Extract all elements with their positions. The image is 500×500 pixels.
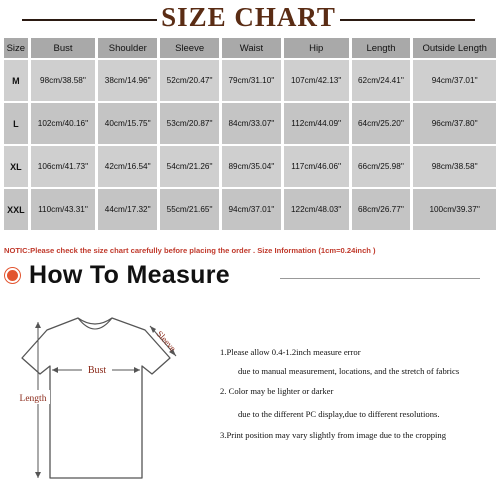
table-cell-size: L [4,103,28,144]
instruction-item: 1.Please allow 0.4-1.2inch measure error [220,347,361,357]
table-cell: 102cm/40.16'' [31,103,96,144]
column-header-outside-length: Outside Length [413,38,496,58]
column-header-waist: Waist [222,38,281,58]
notice-text: NOTIC:Please check the size chart carefully before placing the order . Size Information (1cm=0.24inch ) [4,246,376,255]
table-header-row [4,38,496,58]
table-cell: 98cm/38.58'' [413,146,496,187]
table-row [4,103,496,144]
table-cell: 66cm/25.98'' [352,146,411,187]
table-cell: 79cm/31.10'' [222,60,281,101]
header-rule [280,278,480,279]
column-header-shoulder: Shoulder [98,38,157,58]
tshirt-measure-diagram [0,300,210,500]
column-header-bust: Bust [31,38,96,58]
table-row [4,146,496,187]
table-row [4,189,496,230]
table-cell: 98cm/38.58'' [31,60,96,101]
table-cell-size: XL [4,146,28,187]
table-cell: 84cm/33.07'' [222,103,281,144]
column-header-sleeve: Sleeve [160,38,219,58]
table-cell: 54cm/21.26'' [160,146,219,187]
sleeve-label: Sleeve [154,328,178,354]
table-row [4,60,496,101]
title-rule-right [340,19,475,21]
size-chart-header [0,0,500,38]
table-cell: 110cm/43.31'' [31,189,96,230]
table-cell-size: XXL [4,189,28,230]
table-cell-size: M [4,60,28,101]
instruction-item: 2. Color may be lighter or darker [220,386,334,396]
table-cell: 117cm/46.06'' [284,146,349,187]
column-header-size: Size [4,38,28,58]
table-cell: 96cm/37.80'' [413,103,496,144]
table-cell: 40cm/15.75'' [98,103,157,144]
size-table [1,36,499,232]
bust-label: Bust [87,365,107,376]
instruction-item: due to the different PC display,due to different resolutions. [238,409,440,419]
table-cell: 38cm/14.96'' [98,60,157,101]
title-rule-left [22,19,157,21]
column-header-hip: Hip [284,38,349,58]
table-cell: 68cm/26.77'' [352,189,411,230]
table-cell: 42cm/16.54'' [98,146,157,187]
table-cell: 112cm/44.09'' [284,103,349,144]
instruction-item: due to manual measurement, locations, and the stretch of fabrics [238,366,460,376]
table-cell: 89cm/35.04'' [222,146,281,187]
table-cell: 94cm/37.01'' [413,60,496,101]
table-cell: 122cm/48.03'' [284,189,349,230]
table-cell: 100cm/39.37'' [413,189,496,230]
table-cell: 64cm/25.20'' [352,103,411,144]
instruction-item: 3.Print position may vary slightly from image due to the cropping [220,430,447,440]
table-cell: 52cm/20.47'' [160,60,219,101]
table-cell: 107cm/42.13'' [284,60,349,101]
table-cell: 55cm/21.65'' [160,189,219,230]
length-label: Length [19,394,47,404]
bullet-dot-icon [5,268,20,283]
how-to-measure-header [0,258,500,294]
table-cell: 94cm/37.01'' [222,189,281,230]
table-cell: 53cm/20.87'' [160,103,219,144]
page-title: SIZE CHART [161,2,336,32]
table-cell: 62cm/24.41'' [352,60,411,101]
column-header-length: Length [352,38,411,58]
table-cell: 106cm/41.73'' [31,146,96,187]
table-cell: 44cm/17.32'' [98,189,157,230]
how-to-measure-title: How To Measure [29,261,230,289]
